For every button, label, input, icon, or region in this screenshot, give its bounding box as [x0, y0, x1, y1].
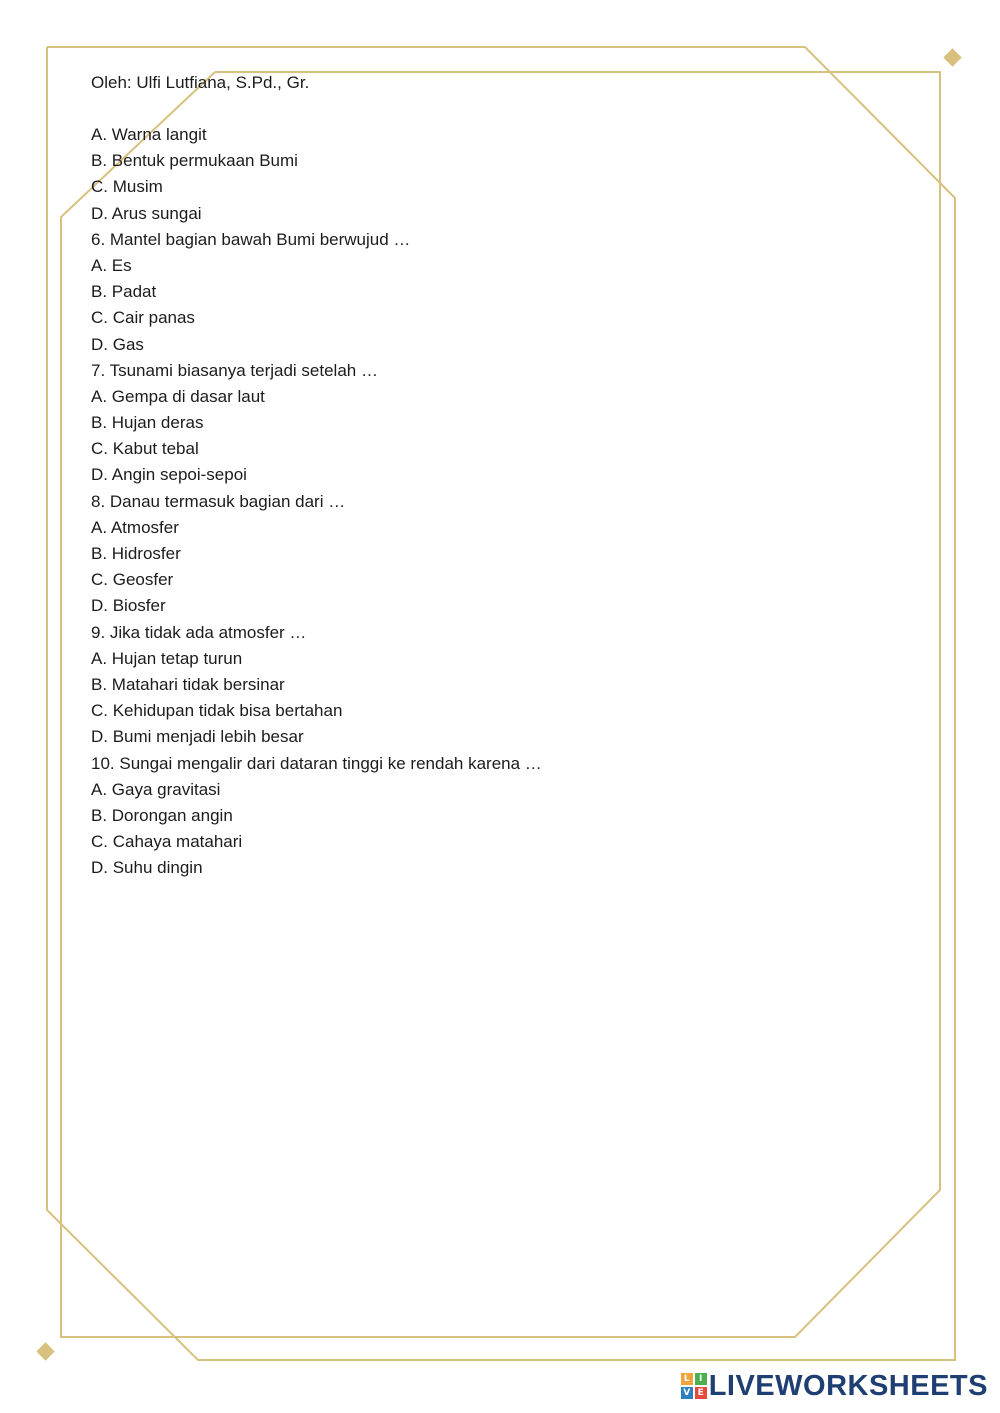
logo-square: L: [681, 1373, 693, 1385]
diamond-icon: [36, 1342, 54, 1360]
answer-option: A. Gempa di dasar laut: [91, 386, 265, 406]
answer-option: C. Cair panas: [91, 308, 195, 328]
answer-option: D. Biosfer: [91, 596, 166, 616]
question-list: [91, 122, 911, 881]
answer-option: A. Warna langit: [91, 125, 207, 144]
liveworksheets-logo-icon: [681, 1373, 707, 1399]
answer-option: A. Es: [91, 255, 132, 275]
logo-square: I: [695, 1373, 707, 1385]
answer-option: B. Hujan deras: [91, 413, 204, 433]
question-line: 10. Sungai mengalir dari dataran tinggi ke rendah karena …: [91, 753, 542, 773]
answer-option: C. Geosfer: [91, 570, 174, 590]
logo-square: E: [695, 1387, 707, 1399]
liveworksheets-brand: [681, 1369, 988, 1403]
answer-option: B. Matahari tidak bersinar: [91, 674, 285, 694]
question-line: 9. Jika tidak ada atmosfer …: [91, 622, 307, 642]
answer-option: D. Arus sungai: [91, 203, 202, 223]
answer-option: C. Musim: [91, 177, 163, 197]
answer-option: B. Bentuk permukaan Bumi: [91, 151, 298, 171]
answer-option: B. Hidrosfer: [91, 544, 181, 563]
answer-option: D. Bumi menjadi lebih besar: [91, 727, 304, 747]
question-line: 8. Danau termasuk bagian dari …: [91, 491, 346, 511]
answer-option: A. Atmosfer: [91, 517, 179, 537]
answer-option: C. Kabut tebal: [91, 439, 199, 459]
answer-option: D. Suhu dingin: [91, 858, 203, 878]
author-line: Oleh: Ulfi Lutfiana, S.Pd., Gr.: [91, 73, 310, 92]
answer-option: B. Padat: [91, 282, 157, 302]
diamond-icon: [943, 48, 961, 66]
answer-option: A. Gaya gravitasi: [91, 779, 221, 799]
answer-option: D. Gas: [91, 334, 144, 354]
answer-option: B. Dorongan angin: [91, 805, 233, 825]
brand-text: LIVEWORKSHEETS: [708, 1369, 988, 1402]
logo-square: V: [681, 1387, 693, 1399]
answer-option: D. Angin sepoi-sepoi: [91, 465, 247, 485]
answer-option: A. Hujan tetap turun: [91, 648, 243, 668]
question-line: 7. Tsunami biasanya terjadi setelah …: [91, 360, 378, 380]
answer-option: C. Kehidupan tidak bisa bertahan: [91, 701, 343, 721]
question-line: 6. Mantel bagian bawah Bumi berwujud …: [91, 229, 411, 249]
worksheet-content: [91, 70, 911, 881]
answer-option: C. Cahaya matahari: [91, 832, 243, 852]
